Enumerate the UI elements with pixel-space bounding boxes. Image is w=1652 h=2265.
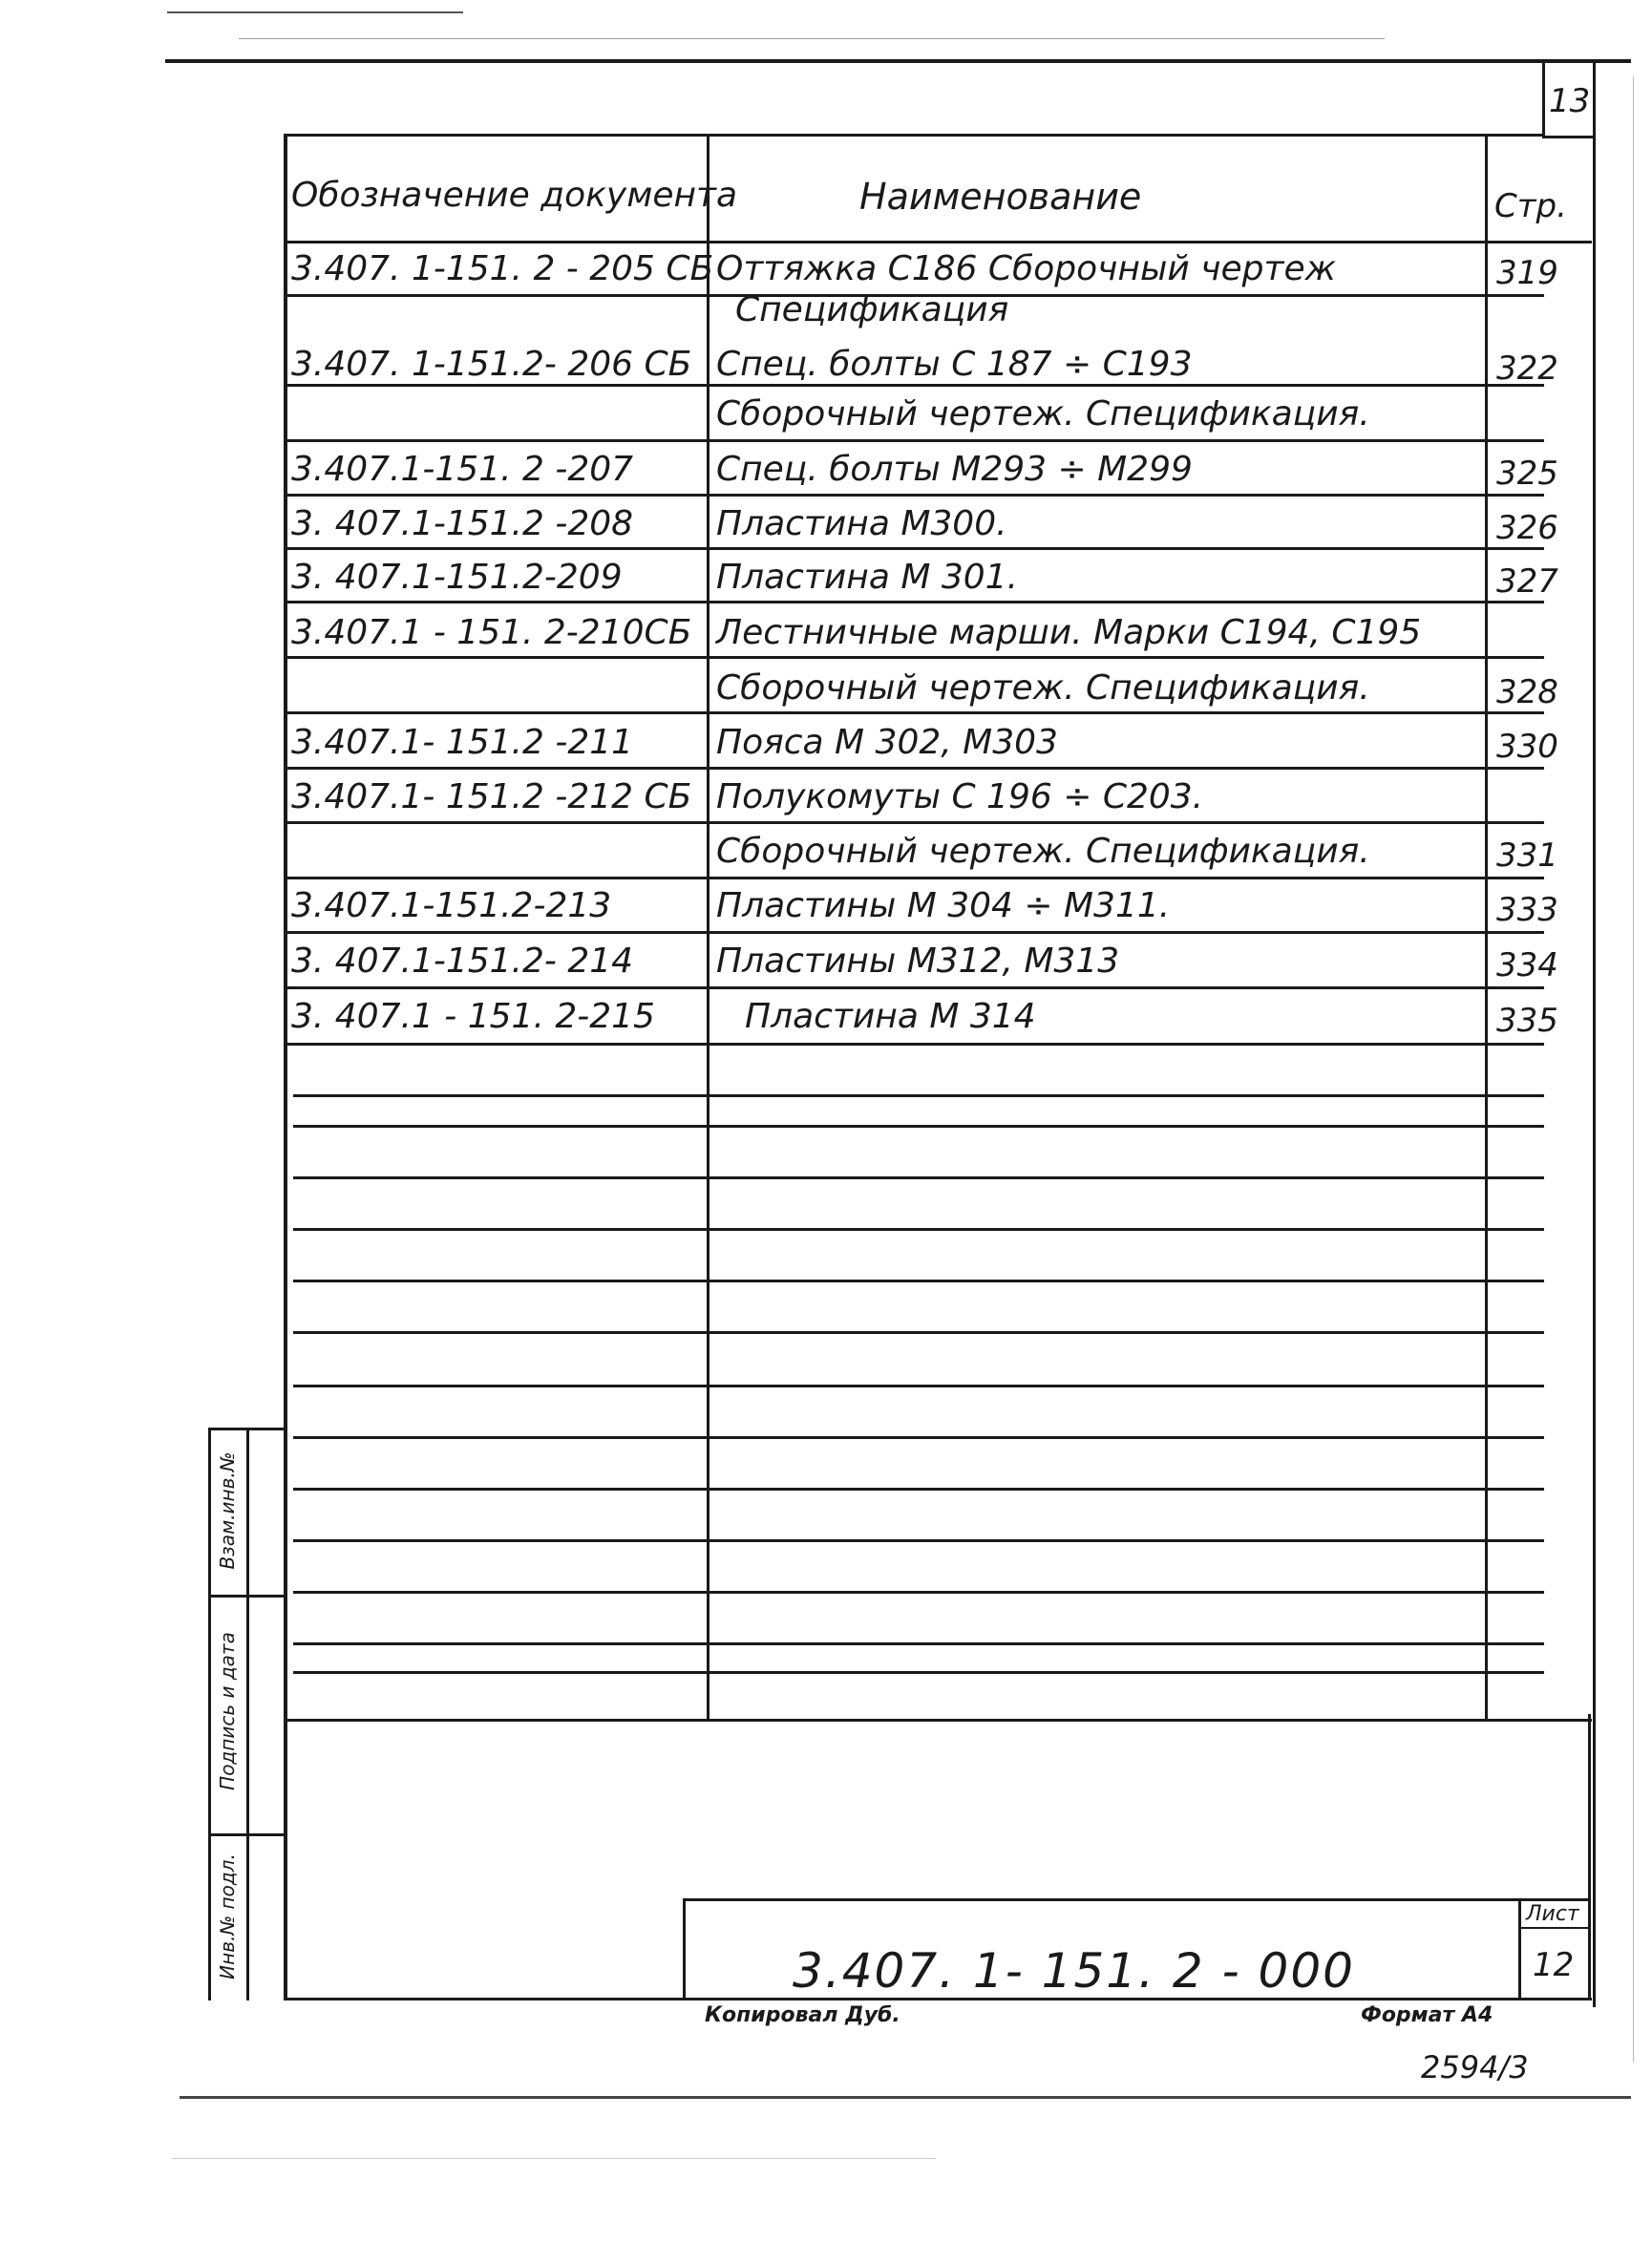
archive-number: 2594/3 [1421, 2049, 1529, 2085]
table-row-line [293, 1176, 1544, 1179]
table-row-line [293, 1094, 1544, 1097]
table-row-designation: 3. 407.1-151.2-209 [291, 558, 623, 597]
table-row-line [293, 1591, 1544, 1594]
table-row-page: 319 [1496, 254, 1558, 292]
header-name: Наименование [859, 176, 1142, 218]
table-row-line [284, 494, 1544, 497]
col-divider-1 [707, 134, 710, 1719]
page-number-box-left [1542, 59, 1545, 138]
title-block-top [683, 1898, 1590, 1901]
table-row-name: Оттяжка С186 Сборочный чертеж [716, 249, 1337, 288]
table-row-line [284, 767, 1544, 770]
table-row-line [284, 821, 1544, 824]
table-row-line [284, 986, 1544, 989]
table-row-page: 330 [1496, 728, 1558, 766]
copied-by: Копировал Дуб. [705, 2003, 900, 2027]
sheet-box-left [1518, 1898, 1521, 1999]
table-row-page: 328 [1496, 673, 1558, 711]
header-page: Стр. [1494, 187, 1567, 225]
page-number-box-bottom [1542, 136, 1595, 138]
table-row-line [284, 547, 1544, 550]
table-top-line [284, 134, 1544, 137]
table-row-name: Пластина М300. [716, 504, 1007, 543]
table-row-name: Сборочный чертеж. Спецификация. [716, 832, 1370, 871]
table-row-name: Лестничные марши. Марки С194, С195 [716, 613, 1422, 652]
table-row-designation: 3. 407.1 - 151. 2-215 [291, 997, 655, 1036]
sheet-box-divider [1518, 1927, 1590, 1929]
table-row-name: Сборочный чертеж. Спецификация. [716, 394, 1370, 434]
table-row-line [284, 931, 1544, 934]
document-code: 3.407. 1- 151. 2 - 000 [793, 1943, 1355, 1999]
side-stamp-original: Инв.№ подл. [216, 1853, 239, 1979]
table-row-name: Полукомуты С 196 ÷ С203. [716, 777, 1204, 816]
frame-bottom-line [180, 2096, 1631, 2099]
frame-top-line [165, 59, 1631, 63]
table-row-page: 331 [1496, 836, 1558, 875]
table-row-page: 327 [1496, 562, 1558, 601]
table-row-line [293, 1488, 1544, 1491]
table-row-line [284, 384, 1544, 387]
table-row-name: Спец. болты С 187 ÷ С193 [716, 345, 1193, 384]
table-row-line [293, 1331, 1544, 1334]
table-row-line [284, 439, 1544, 442]
table-row-line [293, 1385, 1544, 1387]
table-row-name: Пластина М 314 [745, 997, 1036, 1036]
table-row-page: 322 [1496, 349, 1558, 388]
col-divider-2 [1485, 134, 1488, 1719]
table-row-line [293, 1642, 1544, 1645]
table-row-designation: 3.407. 1-151.2- 206 СБ [291, 345, 692, 384]
table-row-designation: 3.407.1-151.2-213 [291, 886, 612, 925]
table-row-name: Пластины М312, М313 [716, 942, 1120, 981]
lower-right-line [1588, 1714, 1591, 2000]
table-row-designation: 3.407.1- 151.2 -211 [291, 723, 634, 762]
lower-block-top [284, 1719, 1592, 1722]
table-row-line [293, 1436, 1544, 1439]
table-row-page: 333 [1496, 891, 1558, 929]
table-row-line [293, 1539, 1544, 1542]
frame-right-line [1593, 59, 1596, 2007]
table-row-line [284, 877, 1544, 879]
table-row-designation: 3.407. 1-151. 2 - 205 СБ [291, 249, 714, 288]
table-row-page: 325 [1496, 455, 1558, 493]
table-row-line [284, 1043, 1544, 1046]
scan-top-faint-line [167, 11, 463, 13]
header-bottom-line [284, 241, 1592, 243]
title-block-left [683, 1898, 686, 1999]
table-row-designation: 3. 407.1-151.2 -208 [291, 504, 634, 543]
table-row-name: Пояса М 302, М303 [716, 723, 1058, 762]
table-row-name: Пластины М 304 ÷ М311. [716, 886, 1171, 925]
table-row-page: 326 [1496, 509, 1558, 547]
side-stamp-signature-date: Подпись и дата [216, 1632, 239, 1790]
table-row-page: 335 [1496, 1002, 1558, 1040]
table-row-designation: 3.407.1- 151.2 -212 СБ [291, 777, 692, 816]
table-row-line [284, 656, 1544, 659]
table-row-line [284, 711, 1544, 714]
table-row-designation: 3.407.1 - 151. 2-210СБ [291, 613, 692, 652]
table-row-line [293, 1125, 1544, 1128]
table-row-page: 334 [1496, 946, 1558, 984]
sheet-label: Лист [1526, 1902, 1579, 1926]
sheet-value: 12 [1533, 1946, 1575, 1984]
table-row-designation: 3. 407.1-151.2- 214 [291, 942, 634, 981]
table-row-name: Спец. болты М293 ÷ М299 [716, 450, 1193, 489]
table-row-line [293, 1228, 1544, 1231]
table-row-name: Спецификация [735, 290, 1009, 329]
side-stamp-replacement: Взам.инв.№ [216, 1451, 239, 1570]
table-row-name: Сборочный чертеж. Спецификация. [716, 668, 1370, 708]
format-label: Формат А4 [1361, 2003, 1493, 2027]
table-row-name: Пластина М 301. [716, 558, 1019, 597]
header-designation: Обозначение документа [291, 176, 738, 215]
table-row-line [293, 1671, 1544, 1674]
table-row-line [293, 1280, 1544, 1282]
table-row-line [284, 601, 1544, 603]
page-number: 13 [1549, 82, 1591, 120]
table-row-designation: 3.407.1-151. 2 -207 [291, 450, 634, 489]
